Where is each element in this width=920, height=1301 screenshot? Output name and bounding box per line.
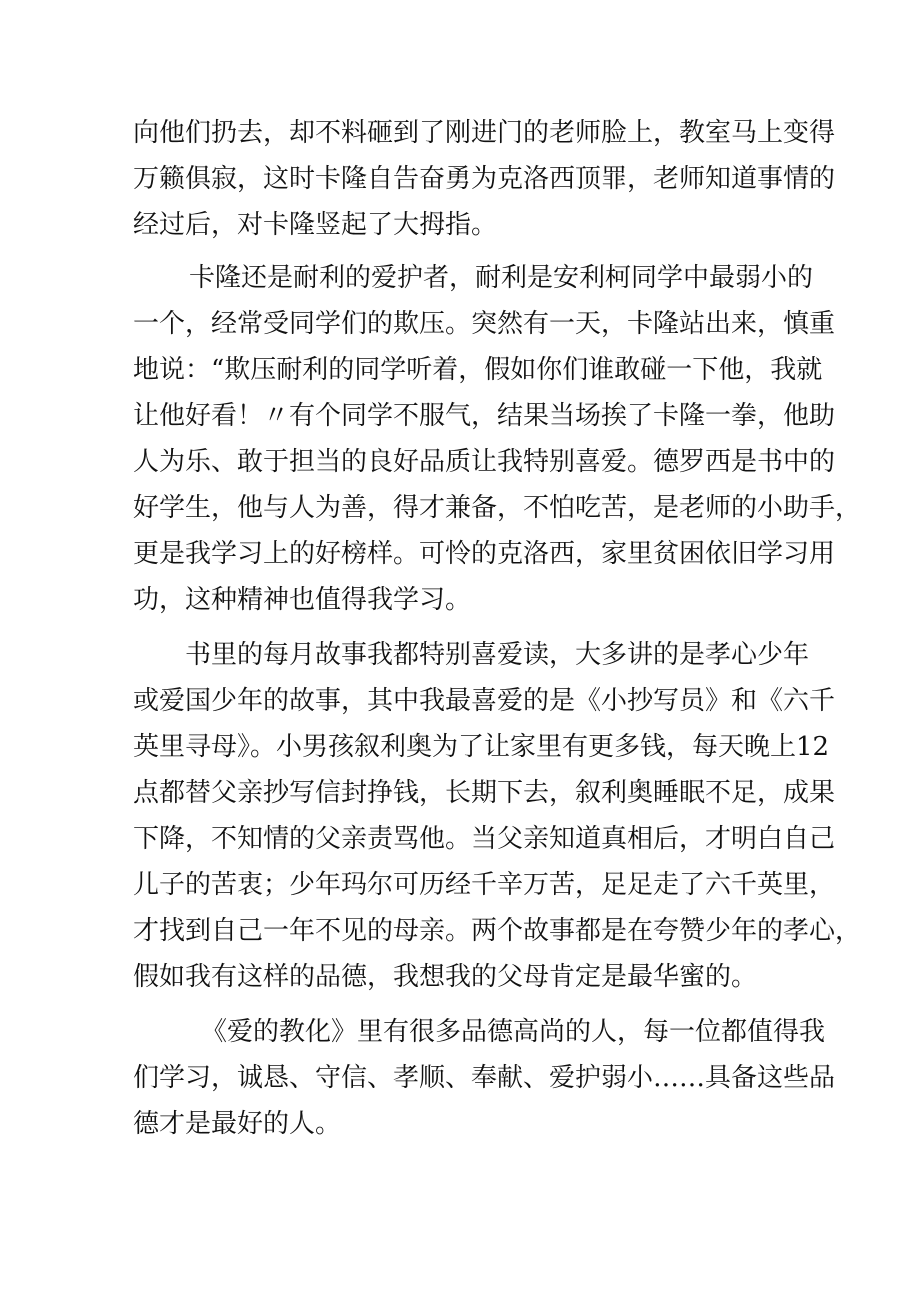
text-line: 让他好看！〃有个同学不服气，结果当场挨了卡隆一拳，他助 — [133, 401, 836, 431]
text-line: 更是我学习上的好榜样。可怜的克洛西，家里贫困依旧学习用 — [133, 539, 836, 569]
text-line: 功，这种精神也值得我学习。 — [133, 585, 472, 615]
paragraph-conclusion — [133, 1009, 836, 1147]
text-line: 好学生，他与人为善，得才兼备，不怕吃苦，是老师的小助手， — [133, 493, 862, 523]
text-line: 人为乐、敢于担当的良好品质让我特别喜爱。德罗西是书中的 — [133, 447, 836, 477]
text-line: 一个，经常受同学们的欺压。突然有一天，卡隆站出来，慎重 — [133, 309, 836, 339]
text-line: 英里寻母》。小男孩叙利奥为了让家里有更多钱，每天晚上12 — [133, 732, 830, 762]
text-line: 经过后，对卡隆竖起了大拇指。 — [133, 210, 498, 240]
text-line: 下降，不知情的父亲责骂他。当父亲知道真相后，才明白自己 — [133, 824, 836, 854]
text-line: 们学习，诚恳、守信、孝顺、奉献、爱护弱小……具备这些品 — [133, 1063, 836, 1093]
text-line: 向他们扔去，却不料砸到了刚进门的老师脸上，教室马上变得 — [133, 118, 836, 148]
text-line: 卡隆还是耐利的爱护者，耐利是安利柯同学中最弱小的 — [189, 263, 814, 293]
paragraph-monthly-stories — [133, 632, 862, 1000]
text-line: 点都替父亲抄写信封挣钱，长期下去，叙利奥睡眠不足，成果 — [133, 778, 836, 808]
text-line: 假如我有这样的品德，我想我的父母肯定是最华蜜的。 — [133, 962, 758, 992]
paragraph-karon-takes-blame — [133, 110, 836, 248]
text-line: 儿子的苦衷；少年玛尔可历经千辛万苦，足足走了六千英里， — [133, 870, 836, 900]
text-line: 德才是最好的人。 — [133, 1109, 342, 1139]
text-line: 或爱国少年的故事，其中我最喜爱的是《小抄写员》和《六千 — [133, 686, 836, 716]
text-line: 《爱的教化》里有很多品德高尚的人，每一位都值得我 — [201, 1017, 826, 1047]
text-line: 书里的每月故事我都特别喜爱读，大多讲的是孝心少年 — [185, 640, 810, 670]
paragraph-karon-protector — [133, 255, 862, 623]
text-line: 万籁俱寂，这时卡隆自告奋勇为克洛西顶罪，老师知道事情的 — [133, 164, 836, 194]
text-line: 才找到自己一年不见的母亲。两个故事都是在夸赞少年的孝心， — [133, 916, 862, 946]
text-line: 地说：“欺压耐利的同学听着，假如你们谁敢碰一下他，我就 — [133, 355, 823, 385]
document-body — [133, 110, 862, 1147]
